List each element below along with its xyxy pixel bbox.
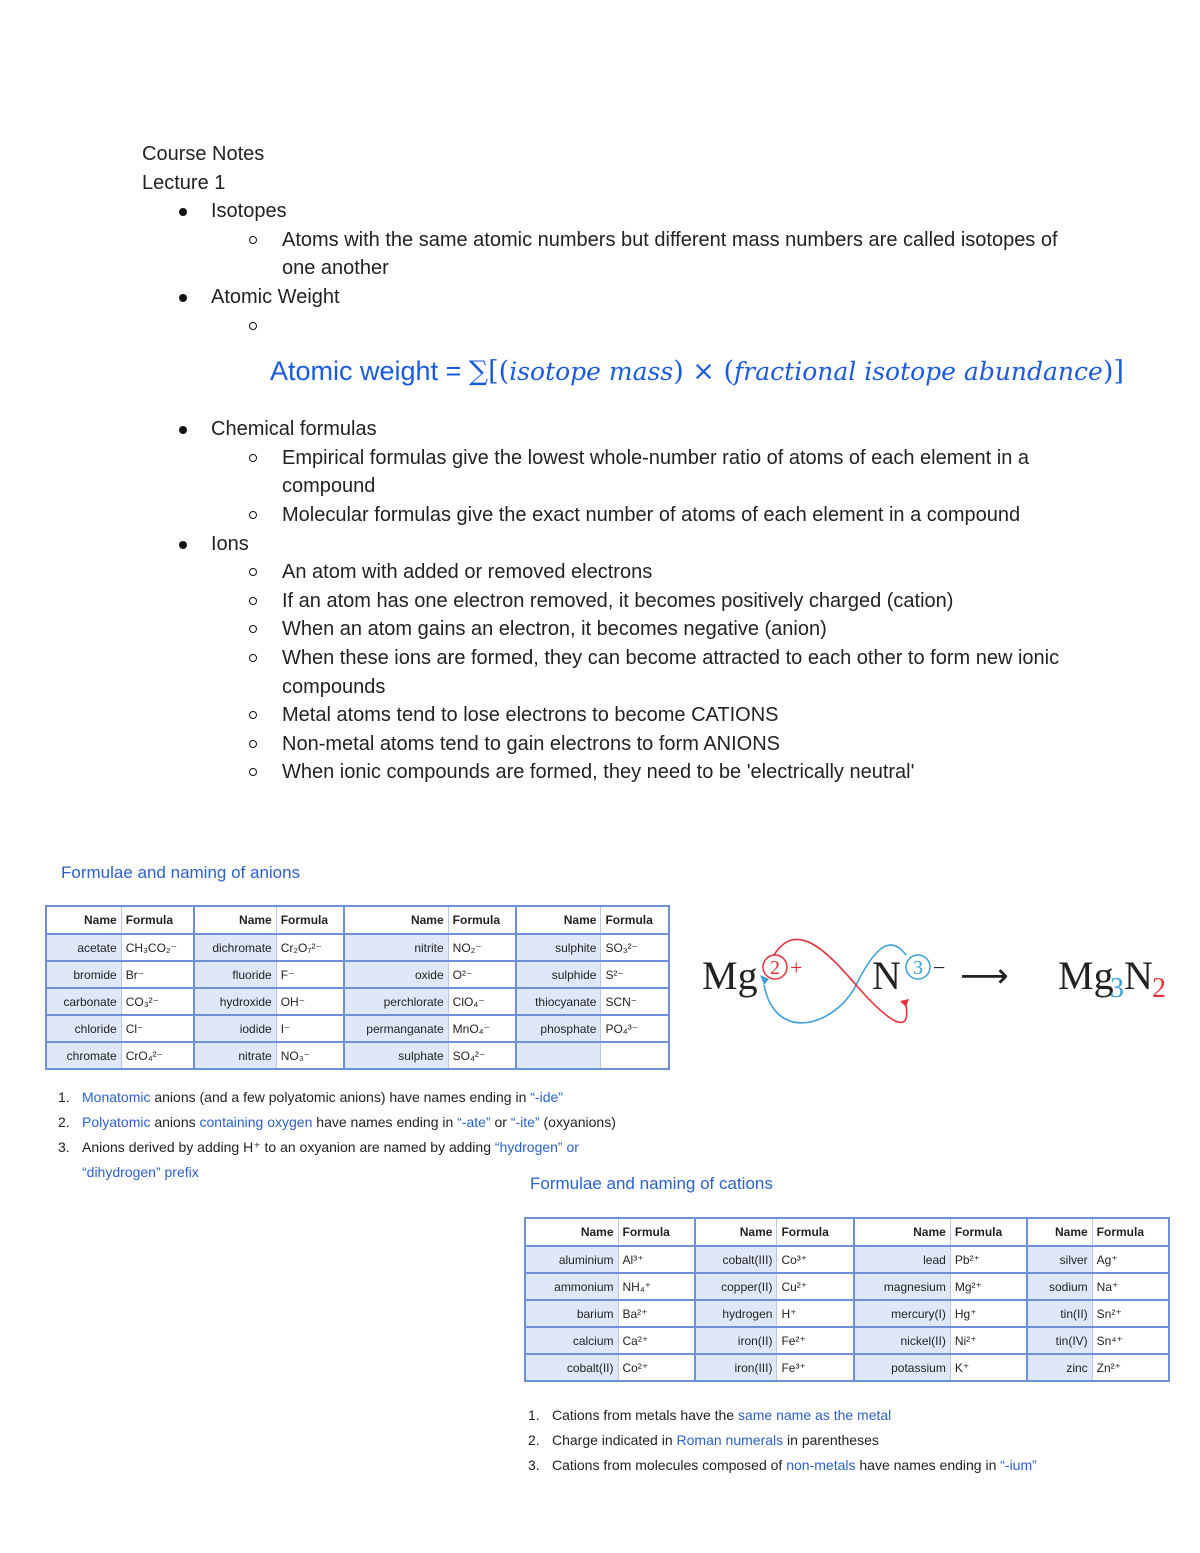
sub-bullet: If an atom has one electron removed, it becomes positively charged (cation) <box>142 587 1062 616</box>
nitrogen-symbol: N <box>872 953 901 998</box>
rule-highlight: Monatomic <box>82 1089 151 1105</box>
ion-formula-cell: Cr₂O₇²⁻ <box>276 934 344 961</box>
ion-formula-cell: F⁻ <box>276 961 344 988</box>
rule-highlight: Polyatomic <box>82 1114 151 1130</box>
rule-number: 2. <box>58 1114 70 1130</box>
ion-name-cell: copper(II) <box>695 1273 777 1300</box>
rule-highlight: Roman numerals <box>676 1432 784 1448</box>
bullet-ions: Ions <box>142 530 1142 559</box>
table-row <box>525 1273 1169 1300</box>
rule-item <box>58 1085 648 1110</box>
rule-item <box>58 1110 648 1135</box>
column-header-formula: Formula <box>950 1218 1027 1246</box>
column-header-name: Name <box>194 906 276 934</box>
ion-formula-cell: Co³⁺ <box>777 1246 854 1273</box>
rule-highlight: containing oxygen <box>199 1114 313 1130</box>
sub-bullet: An atom with added or removed electrons <box>142 558 1062 587</box>
ion-name-cell: carbonate <box>46 988 121 1015</box>
rule-highlight: same name as the metal <box>737 1407 892 1423</box>
ion-formula-cell: CO₃²⁻ <box>121 988 194 1015</box>
rule-item <box>528 1428 1148 1453</box>
ion-name-cell: phosphate <box>516 1015 601 1042</box>
ion-formula-cell: Hg⁺ <box>950 1300 1027 1327</box>
rule-highlight: non-metals <box>786 1457 856 1473</box>
table-row <box>525 1354 1169 1381</box>
ion-formula-cell: Ba²⁺ <box>618 1300 695 1327</box>
ion-name-cell: hydroxide <box>194 988 276 1015</box>
table-header-row <box>46 906 669 934</box>
ion-name-cell: sulphite <box>516 934 601 961</box>
ion-formula-cell: SCN⁻ <box>601 988 669 1015</box>
ion-name-cell: oxide <box>344 961 448 988</box>
ion-formula-cell: Ca²⁺ <box>618 1327 695 1354</box>
product-nitrogen: N <box>1124 953 1153 998</box>
table-row <box>46 934 669 961</box>
sub-bullet: Metal atoms tend to lose electrons to become CATIONS <box>142 701 1062 730</box>
cation-rules-list <box>528 1403 1148 1478</box>
ion-name-cell: permanganate <box>344 1015 448 1042</box>
ion-name-cell: mercury(I) <box>854 1300 951 1327</box>
ion-name-cell: bromide <box>46 961 121 988</box>
ion-formula-cell: Pb²⁺ <box>950 1246 1027 1273</box>
cations-title: Formulae and naming of cations <box>530 1174 773 1193</box>
formula-times: ) × ( <box>673 356 735 387</box>
table-row <box>46 1042 669 1069</box>
table-row <box>46 961 669 988</box>
ion-formula-cell: Fe³⁺ <box>777 1354 854 1381</box>
table-row <box>525 1327 1169 1354</box>
table-row <box>525 1246 1169 1273</box>
rule-number: 3. <box>58 1139 70 1155</box>
formula-term-isotope-mass: isotope mass <box>509 357 674 386</box>
ion-formula-cell: CH₃CO₂⁻ <box>121 934 194 961</box>
ion-formula-cell: Fe²⁺ <box>777 1327 854 1354</box>
ion-name-cell: potassium <box>854 1354 951 1381</box>
ion-name-cell: chloride <box>46 1015 121 1042</box>
ion-name-cell: thiocyanate <box>516 988 601 1015</box>
rule-number: 1. <box>58 1089 70 1105</box>
ion-name-cell: sulphate <box>344 1042 448 1069</box>
magnesium-charge-sign: + <box>790 955 803 980</box>
ion-name-cell: iron(III) <box>695 1354 777 1381</box>
rule-text: Charge indicated in <box>552 1432 677 1448</box>
ion-formula-cell: SO₄²⁻ <box>448 1042 516 1069</box>
bullet-atomic-weight: Atomic Weight <box>142 283 1142 312</box>
formula-term-abundance: fractional isotope abundance <box>734 357 1103 386</box>
ion-formula-cell: O²⁻ <box>448 961 516 988</box>
ion-formula-cell: K⁺ <box>950 1354 1027 1381</box>
ion-name-cell: nickel(II) <box>854 1327 951 1354</box>
ion-name-cell <box>516 1042 601 1069</box>
sub-bullet: When ionic compounds are formed, they need to be 'electrically neutral' <box>142 758 1062 787</box>
table-row <box>525 1300 1169 1327</box>
ion-name-cell: ammonium <box>525 1273 618 1300</box>
ion-name-cell: zinc <box>1027 1354 1092 1381</box>
column-header-name: Name <box>854 1218 951 1246</box>
rule-item <box>528 1403 1148 1428</box>
product-nitrogen-subscript: 2 <box>1152 973 1166 1004</box>
ion-formula-cell: Co²⁺ <box>618 1354 695 1381</box>
rule-text: anions (and a few polyatomic anions) have names ending in <box>150 1089 531 1105</box>
magnesium-symbol: Mg <box>702 953 758 998</box>
ion-name-cell: sulphide <box>516 961 601 988</box>
formula-lhs: Atomic weight = <box>270 356 469 386</box>
sub-bullet: When an atom gains an electron, it becomes negative (anion) <box>142 615 1062 644</box>
magnesium-charge-number: 2 <box>770 957 780 979</box>
ion-formula-cell: Sn²⁺ <box>1092 1300 1169 1327</box>
column-header-formula: Formula <box>601 906 669 934</box>
ion-formula-cell: Al³⁺ <box>618 1246 695 1273</box>
nitrogen-charge-number: 3 <box>913 957 923 979</box>
ion-formula-cell: I⁻ <box>276 1015 344 1042</box>
sub-bullet: Empirical formulas give the lowest whole-number ratio of atoms of each element in a compound <box>142 444 1062 501</box>
ion-formula-cell: OH⁻ <box>276 988 344 1015</box>
table-row <box>46 988 669 1015</box>
ion-name-cell: aluminium <box>525 1246 618 1273</box>
column-header-formula: Formula <box>777 1218 854 1246</box>
rule-number: 2. <box>528 1432 540 1448</box>
ion-name-cell: magnesium <box>854 1273 951 1300</box>
rule-text: have names ending in <box>855 1457 1001 1473</box>
rule-text: Cations from molecules composed of <box>552 1457 787 1473</box>
ion-formula-cell: Ag⁺ <box>1092 1246 1169 1273</box>
rule-number: 3. <box>528 1457 540 1473</box>
rule-item <box>528 1453 1148 1478</box>
ion-name-cell: barium <box>525 1300 618 1327</box>
ion-formula-cell: Ni²⁺ <box>950 1327 1027 1354</box>
ion-formula-cell: Na⁺ <box>1092 1273 1169 1300</box>
rule-highlight: “-ate” <box>457 1114 491 1130</box>
column-header-name: Name <box>344 906 448 934</box>
column-header-name: Name <box>1027 1218 1092 1246</box>
ion-name-cell: lead <box>854 1246 951 1273</box>
ion-name-cell: perchlorate <box>344 988 448 1015</box>
product-magnesium-subscript: 3 <box>1110 973 1124 1004</box>
ion-formula-cell: Br⁻ <box>121 961 194 988</box>
ion-name-cell: iodide <box>194 1015 276 1042</box>
ion-name-cell: sodium <box>1027 1273 1092 1300</box>
product-magnesium: Mg <box>1058 953 1114 998</box>
rule-number: 1. <box>528 1407 540 1423</box>
column-header-name: Name <box>46 906 121 934</box>
table-row <box>46 1015 669 1042</box>
column-header-formula: Formula <box>618 1218 695 1246</box>
ion-name-cell: dichromate <box>194 934 276 961</box>
column-header-name: Name <box>525 1218 618 1246</box>
bullet-isotopes: Isotopes <box>142 197 1142 226</box>
ion-formula-cell: Sn⁴⁺ <box>1092 1327 1169 1354</box>
anions-title: Formulae and naming of anions <box>61 863 301 882</box>
reaction-arrow: ⟶ <box>960 956 1009 996</box>
rule-highlight: “-ide” <box>530 1089 563 1105</box>
rule-text: Anions derived by adding H⁺ to an oxyanion are named by adding <box>82 1139 495 1155</box>
column-header-formula: Formula <box>276 906 344 934</box>
mg3n2-formation-diagram <box>696 925 1186 1035</box>
rule-text: in parentheses <box>783 1432 879 1448</box>
ion-formula-cell: NH₄⁺ <box>618 1273 695 1300</box>
cations-table <box>524 1217 1170 1382</box>
sub-bullet-empty <box>142 312 1062 341</box>
rule-text: or <box>490 1114 511 1130</box>
sub-bullet: Atoms with the same atomic numbers but different mass numbers are called isotopes of one another <box>142 226 1062 283</box>
anion-rules-list <box>58 1085 648 1185</box>
table-header-row <box>525 1218 1169 1246</box>
ion-formula-cell: ClO₄⁻ <box>448 988 516 1015</box>
ion-name-cell: tin(II) <box>1027 1300 1092 1327</box>
ion-name-cell: nitrate <box>194 1042 276 1069</box>
ion-name-cell: silver <box>1027 1246 1092 1273</box>
ion-formula-cell: Cl⁻ <box>121 1015 194 1042</box>
notes-title: Course Notes <box>142 143 265 165</box>
column-header-formula: Formula <box>121 906 194 934</box>
rule-highlight: “-ium” <box>1000 1457 1037 1473</box>
sub-bullet: Molecular formulas give the exact number of atoms of each element in a compound <box>142 501 1062 530</box>
ion-formula-cell: CrO₄²⁻ <box>121 1042 194 1069</box>
ion-name-cell: acetate <box>46 934 121 961</box>
ion-name-cell: fluoride <box>194 961 276 988</box>
ion-name-cell: iron(II) <box>695 1327 777 1354</box>
ion-formula-cell: PO₄³⁻ <box>601 1015 669 1042</box>
ion-formula-cell <box>601 1042 669 1069</box>
ion-formula-cell: NO₂⁻ <box>448 934 516 961</box>
rule-highlight: “hydrogen” or “dihydrogen” prefix <box>82 1139 579 1180</box>
ion-name-cell: hydrogen <box>695 1300 777 1327</box>
red-arrowhead <box>900 999 909 1007</box>
column-header-name: Name <box>516 906 601 934</box>
atomic-weight-formula <box>270 356 1124 387</box>
lecture-heading: Lecture 1 <box>142 171 226 194</box>
nitrogen-charge-sign: − <box>933 955 946 980</box>
rule-text: have names ending in <box>312 1114 458 1130</box>
ion-formula-cell: NO₃⁻ <box>276 1042 344 1069</box>
rule-text: anions <box>150 1114 200 1130</box>
formula-sigma: ∑[( <box>468 356 510 387</box>
ion-formula-cell: SO₃²⁻ <box>601 934 669 961</box>
ion-name-cell: calcium <box>525 1327 618 1354</box>
ion-name-cell: tin(IV) <box>1027 1327 1092 1354</box>
sub-bullet: When these ions are formed, they can become attracted to each other to form new ionic compounds <box>142 644 1062 701</box>
column-header-formula: Formula <box>448 906 516 934</box>
column-header-formula: Formula <box>1092 1218 1169 1246</box>
rule-text: (oxyanions) <box>539 1114 616 1130</box>
ion-name-cell: cobalt(II) <box>525 1354 618 1381</box>
ion-formula-cell: Cu²⁺ <box>777 1273 854 1300</box>
ion-name-cell: nitrite <box>344 934 448 961</box>
ion-formula-cell: S²⁻ <box>601 961 669 988</box>
sub-bullet: Non-metal atoms tend to gain electrons to form ANIONS <box>142 730 1062 759</box>
ion-formula-cell: Zn²⁺ <box>1092 1354 1169 1381</box>
ion-formula-cell: MnO₄⁻ <box>448 1015 516 1042</box>
rule-highlight: “-ite” <box>510 1114 540 1130</box>
bullet-chemical-formulas: Chemical formulas <box>142 415 1142 444</box>
ion-formula-cell: Mg²⁺ <box>950 1273 1027 1300</box>
rule-text: Cations from metals have the <box>552 1407 738 1423</box>
column-header-name: Name <box>695 1218 777 1246</box>
ion-name-cell: chromate <box>46 1042 121 1069</box>
ion-formula-cell: H⁺ <box>777 1300 854 1327</box>
lecture-notes <box>142 140 1142 787</box>
anions-table <box>45 905 670 1070</box>
formula-close: )] <box>1102 356 1124 387</box>
ion-name-cell: cobalt(III) <box>695 1246 777 1273</box>
